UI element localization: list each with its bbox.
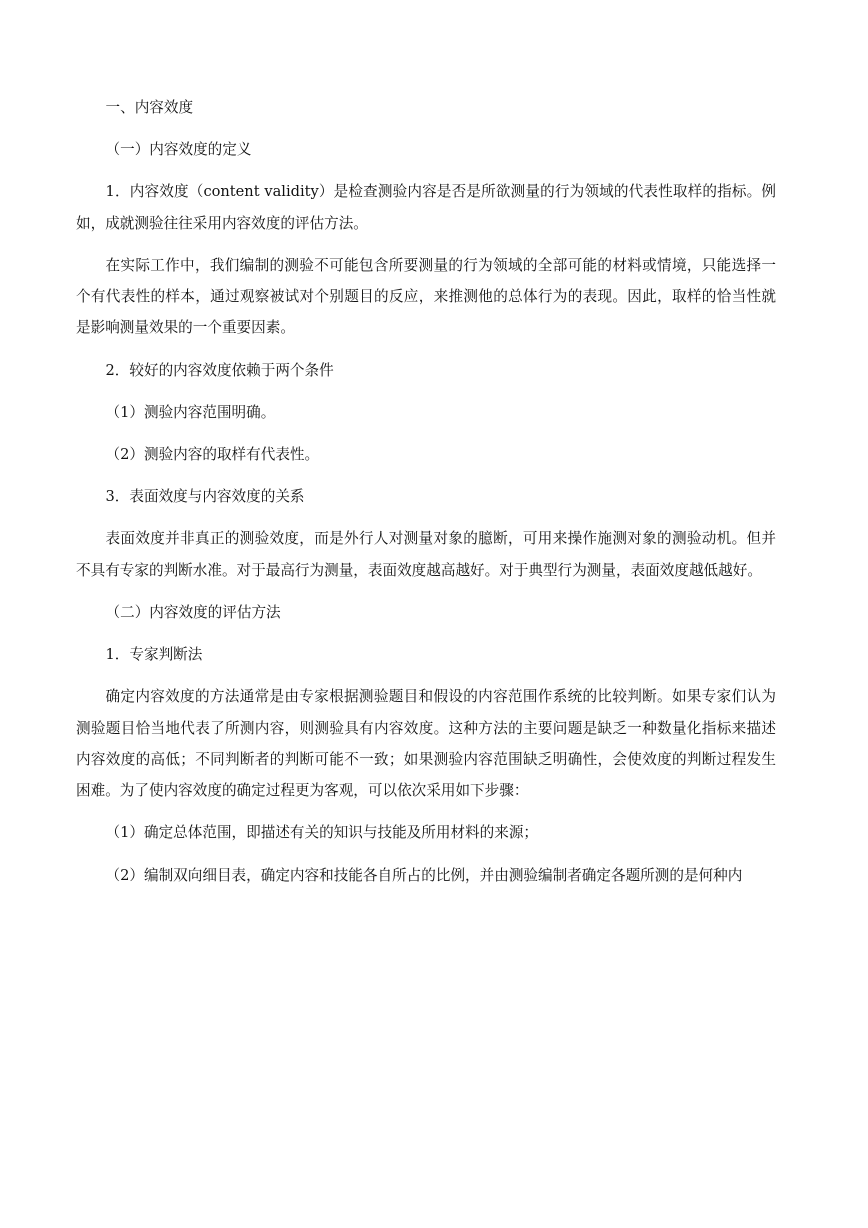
list-item-condition-1: （1）测验内容范围明确。 — [105, 403, 276, 421]
paragraph-expert-judgment: 确定内容效度的方法通常是由专家根据测验题目和假设的内容范围作系统的比较判断。如果专家们认为测验题目恰当地代表了所测内容，则测验具有内容效度。这种方法的主要问题是缺乏一种数量化指标来描述内容效度的高低；不同判断者的判断可能不一致；如果测验内容范围缺乏明确性，会使效度的判断过程发生困难。为了使内容效度的确定过程更为客观，可以依次采用如下步骤： — [76, 688, 776, 800]
list-item-condition-2: （2）测验内容的取样有代表性。 — [105, 446, 320, 464]
subsection-heading-evaluation: （二）内容效度的评估方法 — [105, 603, 281, 621]
item-heading-expert-judgment: 1．专家判断法 — [105, 646, 203, 664]
list-item-step-1: （1）确定总体范围，即描述有关的知识与技能及所用材料的来源； — [105, 824, 539, 842]
section-heading-content-validity: 一、内容效度 — [105, 99, 194, 116]
item-heading-face-validity: 3．表面效度与内容效度的关系 — [105, 488, 305, 506]
paragraph-face-validity: 表面效度并非真正的测验效度，而是外行人对测量对象的臆断，可用来操作施测对象的测验动机。但并不具有专家的判断水准。对于最高行为测量，表面效度越高越好。对于典型行为测量，表面效度越低越好。 — [76, 530, 776, 579]
list-item-step-2: （2）编制双向细目表，确定内容和技能各自所占的比例，并由测验编制者确定各题所测的是何种内 — [105, 866, 743, 884]
paragraph-definition: 1．内容效度（content validity）是检查测验内容是否是所欲测量的行为领域的代表性取样的指标。例如，成就测验往往采用内容效度的评估方法。 — [76, 183, 776, 232]
item-heading-conditions: 2．较好的内容效度依赖于两个条件 — [105, 361, 334, 379]
paragraph-practice: 在实际工作中，我们编制的测验不可能包含所要测量的行为领域的全部可能的材料或情境，只能选择一个有代表性的样本，通过观察被试对个别题目的反应，来推测他的总体行为的表现。因此，取样的恰当性就是影响测量效果的一个重要因素。 — [76, 256, 776, 337]
document-body — [76, 92, 776, 891]
subsection-heading-definition: （一）内容效度的定义 — [105, 141, 252, 159]
